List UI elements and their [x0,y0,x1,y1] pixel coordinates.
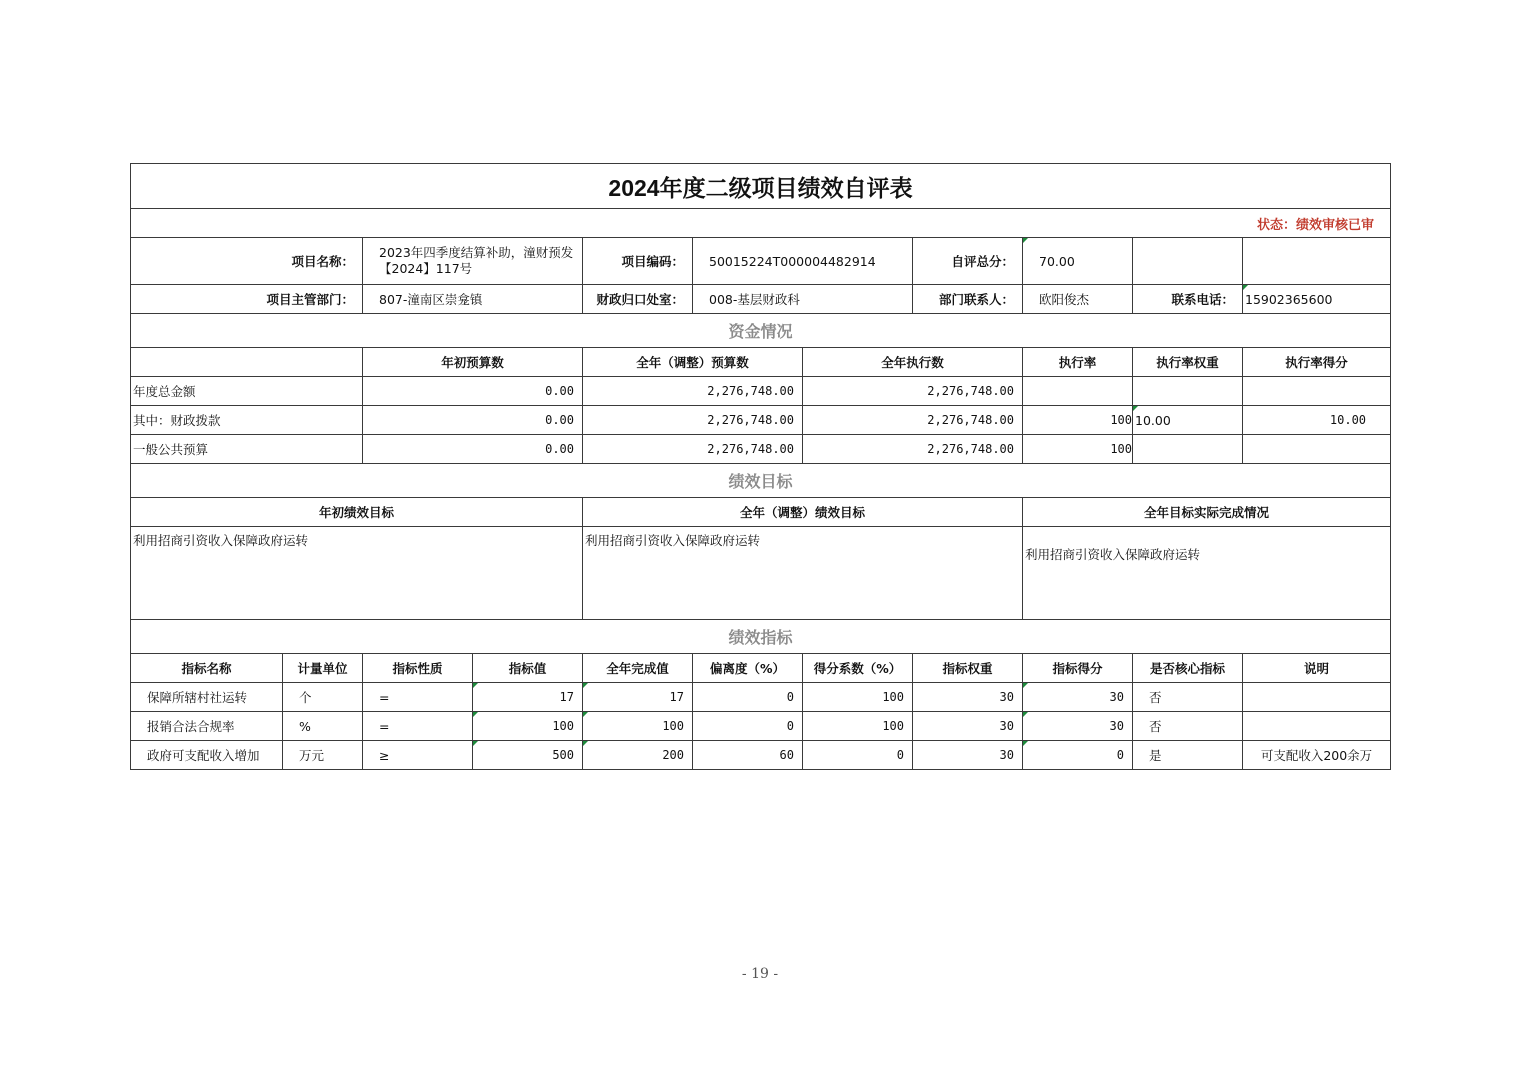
goals-adjusted-text: 利用招商引资收入保障政府运转 [583,527,1023,620]
ind-header-unit: 计量单位 [283,654,363,683]
finance-office-label: 财政归口处室： [583,285,693,314]
ind-header-score: 指标得分 [1023,654,1133,683]
ind-nature: = [363,712,473,741]
phone-label: 联系电话： [1133,285,1243,314]
page-number: - 19 - [741,966,779,982]
goals-section-title: 绩效目标 [131,464,1391,498]
ind-deviation: 60 [693,741,803,770]
funds-row-weight: 10.00 [1133,406,1243,435]
ind-core: 否 [1133,683,1243,712]
ind-core: 否 [1133,712,1243,741]
ind-weight: 30 [913,683,1023,712]
ind-actual: 200 [583,741,693,770]
finance-office-value: 008-基层财政科 [693,285,913,314]
ind-coef: 100 [803,683,913,712]
goals-header-initial: 年初绩效目标 [131,498,583,527]
funds-header-adjusted: 全年（调整）预算数 [583,348,803,377]
funds-row-rate [1023,377,1133,406]
ind-header-nature: 指标性质 [363,654,473,683]
ind-actual: 100 [583,712,693,741]
funds-row-initial: 0.00 [363,406,583,435]
ind-note: 可支配收入200余万 [1243,741,1391,770]
funds-row-score: 10.00 [1243,406,1391,435]
ind-value: 500 [473,741,583,770]
funds-row-weight [1133,377,1243,406]
indicators-section-title: 绩效指标 [131,620,1391,654]
ind-coef: 100 [803,712,913,741]
total-score-label: 自评总分： [913,238,1023,285]
project-code-label: 项目编码： [583,238,693,285]
ind-header-actual: 全年完成值 [583,654,693,683]
funds-row-adjusted: 2,276,748.00 [583,435,803,464]
ind-weight: 30 [913,712,1023,741]
ind-name: 保障所辖村社运转 [131,683,283,712]
funds-section-title: 资金情况 [131,314,1391,348]
funds-row-score [1243,435,1391,464]
funds-row-executed: 2,276,748.00 [803,377,1023,406]
total-score-value: 70.00 [1023,238,1133,285]
ind-name: 政府可支配收入增加 [131,741,283,770]
funds-row-adjusted: 2,276,748.00 [583,406,803,435]
goals-initial-text: 利用招商引资收入保障政府运转 [131,527,583,620]
ind-nature: ≥ [363,741,473,770]
ind-header-name: 指标名称 [131,654,283,683]
ind-note [1243,712,1391,741]
table-row [131,683,1391,712]
ind-header-weight: 指标权重 [913,654,1023,683]
funds-row-name: 年度总金额 [131,377,363,406]
funds-header-blank [131,348,363,377]
funds-header-rate: 执行率 [1023,348,1133,377]
ind-deviation: 0 [693,683,803,712]
self-evaluation-table [130,163,1391,770]
dept-label: 项目主管部门： [131,285,363,314]
ind-coef: 0 [803,741,913,770]
funds-header-weight: 执行率权重 [1133,348,1243,377]
phone-value: 15902365600 [1243,285,1391,314]
ind-core: 是 [1133,741,1243,770]
ind-note [1243,683,1391,712]
ind-unit: 万元 [283,741,363,770]
table-row [131,712,1391,741]
funds-header-score: 执行率得分 [1243,348,1391,377]
funds-row-score [1243,377,1391,406]
funds-row-weight [1133,435,1243,464]
project-code-value: 50015224T000004482914 [693,238,913,285]
ind-unit: 个 [283,683,363,712]
goals-header-adjusted: 全年（调整）绩效目标 [583,498,1023,527]
ind-name: 报销合法合规率 [131,712,283,741]
ind-header-core: 是否核心指标 [1133,654,1243,683]
empty-cell [1243,238,1391,285]
goals-header-actual: 全年目标实际完成情况 [1023,498,1391,527]
empty-cell [1133,238,1243,285]
ind-nature: = [363,683,473,712]
ind-score: 0 [1023,741,1133,770]
funds-row-initial: 0.00 [363,435,583,464]
funds-row-rate: 100 [1023,406,1133,435]
funds-header-executed: 全年执行数 [803,348,1023,377]
ind-deviation: 0 [693,712,803,741]
ind-score: 30 [1023,712,1133,741]
goals-actual-text: 利用招商引资收入保障政府运转 [1023,527,1391,620]
funds-row-name: 一般公共预算 [131,435,363,464]
ind-unit: % [283,712,363,741]
funds-header-initial: 年初预算数 [363,348,583,377]
ind-actual: 17 [583,683,693,712]
ind-header-value: 指标值 [473,654,583,683]
ind-score: 30 [1023,683,1133,712]
project-name-value: 2023年四季度结算补助，潼财预发【2024】117号 [363,238,583,285]
ind-header-deviation: 偏离度（%） [693,654,803,683]
funds-row-rate: 100 [1023,435,1133,464]
table-row [131,741,1391,770]
funds-row-name: 其中：财政拨款 [131,406,363,435]
ind-value: 17 [473,683,583,712]
ind-value: 100 [473,712,583,741]
funds-row-executed: 2,276,748.00 [803,435,1023,464]
status-badge: 状态：绩效审核已审 [131,209,1391,238]
ind-header-coef: 得分系数（%） [803,654,913,683]
page-title: 2024年度二级项目绩效自评表 [131,164,1391,209]
ind-weight: 30 [913,741,1023,770]
dept-value: 807-潼南区崇龛镇 [363,285,583,314]
table-row [131,435,1391,464]
funds-row-initial: 0.00 [363,377,583,406]
ind-header-note: 说明 [1243,654,1391,683]
table-row [131,406,1391,435]
contact-value: 欧阳俊杰 [1023,285,1133,314]
project-name-label: 项目名称： [131,238,363,285]
contact-label: 部门联系人： [913,285,1023,314]
table-row [131,377,1391,406]
funds-row-adjusted: 2,276,748.00 [583,377,803,406]
funds-row-executed: 2,276,748.00 [803,406,1023,435]
